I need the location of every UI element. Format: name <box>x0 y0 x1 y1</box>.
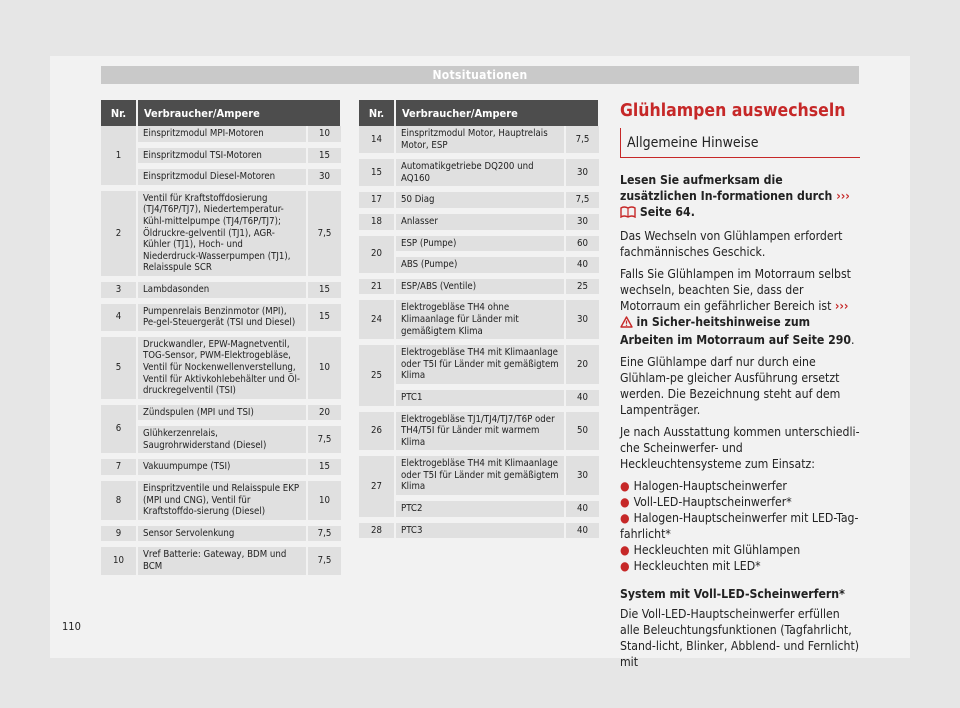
fuse-number: 6 <box>101 402 137 457</box>
ref-arrow: ››› <box>834 299 849 313</box>
bullet-icon: ● <box>620 495 630 509</box>
consumer-description: Elektrogebläse TH4 mit Klimaanlage oder T5I für Länder mit gemäßigtem Klima <box>395 342 565 387</box>
ampere-value: 40 <box>565 520 599 539</box>
ampere-value: 60 <box>565 233 599 255</box>
ampere-value: 40 <box>565 387 599 409</box>
consumer-description: Sensor Servolenkung <box>137 523 307 545</box>
ampere-value: 7,5 <box>307 423 341 456</box>
paragraph-1: Das Wechseln von Glühlampen erfordert fachmännisches Geschick. <box>620 229 843 259</box>
table-row <box>359 156 599 189</box>
consumer-description: Einspritzmodul Diesel-Motoren <box>137 166 307 188</box>
paragraph-3: Eine Glühlampe darf nur durch eine Glühlam-pe gleicher Ausführung ersetzt werden. Die Bezeichnung steht auf dem Lampenträger. <box>620 355 841 417</box>
ampere-value: 15 <box>307 456 341 478</box>
table-row <box>101 456 341 478</box>
fuse-number: 7 <box>101 456 137 478</box>
article-title: Glühlampen auswechseln <box>620 101 846 121</box>
ampere-value: 20 <box>307 402 341 424</box>
table-row <box>101 423 341 456</box>
intro-page-ref[interactable]: Seite 64 <box>639 205 691 219</box>
ampere-value: 25 <box>565 276 599 298</box>
consumer-description: Vref Batterie: Gateway, BDM und BCM <box>137 544 307 574</box>
ampere-value: 7,5 <box>565 126 599 156</box>
table-row <box>359 211 599 233</box>
ampere-value: 40 <box>565 254 599 276</box>
bullet-list <box>620 478 860 574</box>
column-header-nr: Nr. <box>101 100 137 126</box>
consumer-description: Anlasser <box>395 211 565 233</box>
fuse-number: 9 <box>101 523 137 545</box>
consumer-description: 50 Diag <box>395 189 565 211</box>
table-row <box>101 402 341 424</box>
consumer-description: ABS (Pumpe) <box>395 254 565 276</box>
consumer-description: Lambdasonden <box>137 279 307 301</box>
consumer-description: Vakuumpumpe (TSI) <box>137 456 307 478</box>
fuse-number: 8 <box>101 478 137 523</box>
consumer-description: Elektrogebläse TJ1/TJ4/TJ7/T6P oder TH4/T5I für Länder mit warmem Klima <box>395 409 565 454</box>
paragraph-5: Die Voll-LED-Hauptscheinwerfer erfüllen alle Beleuchtungsfunktionen (Tagfahrlicht, Stand-licht, Blinker, Abblend- und Fernlicht) mit <box>620 607 860 669</box>
fuse-number: 1 <box>101 126 137 188</box>
ampere-value: 10 <box>307 334 341 402</box>
ampere-value: 10 <box>307 478 341 523</box>
system-heading: System mit Voll-LED-Scheinwerfern* <box>620 587 845 601</box>
column-header-consumer: Verbraucher/Ampere <box>395 100 599 126</box>
fuse-number: 4 <box>101 301 137 334</box>
bullet-icon: ● <box>620 559 630 573</box>
list-item: ● Halogen-Hauptscheinwerfer mit LED-Tag-fahrlicht* <box>620 511 859 541</box>
ampere-value: 30 <box>565 156 599 189</box>
book-icon <box>620 206 636 222</box>
intro-paragraph: Lesen Sie aufmerksam die zusätzlichen In-formationen durch ››› Seite 64. <box>620 172 860 222</box>
paragraph-4: Je nach Ausstattung kommen unterschiedli-che Scheinwerfer- und Heckleuchtensysteme zum Einsatz: <box>620 425 860 471</box>
fuse-number: 17 <box>359 189 395 211</box>
table-row <box>101 166 341 188</box>
table-row <box>359 254 599 276</box>
ampere-value: 7,5 <box>307 544 341 574</box>
table-row <box>101 334 341 402</box>
consumer-description: Elektrogebläse TH4 mit Klimaanlage oder T5I für Länder mit gemäßigtem Klima <box>395 453 565 498</box>
ampere-value: 30 <box>565 453 599 498</box>
column-header-consumer: Verbraucher/Ampere <box>137 100 341 126</box>
ampere-value: 15 <box>307 301 341 334</box>
consumer-description: Pumpenrelais Benzinmotor (MPI), Pe-gel-Steuergerät (TSI und Diesel) <box>137 301 307 334</box>
bullet-icon: ● <box>620 511 630 525</box>
warning-icon <box>620 316 633 332</box>
list-item: ● Halogen-Hauptscheinwerfer <box>620 479 787 493</box>
ref-arrow: ››› <box>836 189 850 203</box>
ampere-value: 50 <box>565 409 599 454</box>
table-row <box>101 188 341 279</box>
fuse-number: 10 <box>101 544 137 574</box>
table-row <box>359 387 599 409</box>
ampere-value: 10 <box>307 126 341 145</box>
fuse-number: 20 <box>359 233 395 276</box>
list-item: ● Heckleuchten mit LED* <box>620 559 761 573</box>
table-row <box>101 145 341 167</box>
ampere-value: 7,5 <box>565 189 599 211</box>
column-header-nr: Nr. <box>359 100 395 126</box>
consumer-description: Glühkerzenrelais, Saugrohrwiderstand (Diesel) <box>137 423 307 456</box>
table-row <box>359 520 599 539</box>
table-row <box>101 478 341 523</box>
ampere-value: 30 <box>565 211 599 233</box>
consumer-description: Einspritzmodul Motor, Hauptrelais Motor, ESP <box>395 126 565 156</box>
fuse-number: 24 <box>359 297 395 342</box>
consumer-description: Einspritzventile und Relaisspule EKP (MPI und CNG), Ventil für Kraftstoffdo-sierung (Diesel) <box>137 478 307 523</box>
table-row <box>101 301 341 334</box>
fuse-number: 14 <box>359 126 395 156</box>
list-item: ● Heckleuchten mit Glühlampen <box>620 543 801 557</box>
p2-text: Falls Sie Glühlampen im Motorraum selbst wechseln, beachten Sie, dass der Motorraum ein gefährlicher Bereich ist <box>620 267 851 313</box>
subheading-box <box>620 128 860 158</box>
fuse-number: 28 <box>359 520 395 539</box>
consumer-description: Automatikgetriebe DQ200 und AQ160 <box>395 156 565 189</box>
consumer-description: Einspritzmodul TSI-Motoren <box>137 145 307 167</box>
fuse-number: 3 <box>101 279 137 301</box>
table-row <box>359 342 599 387</box>
table-row <box>359 409 599 454</box>
consumer-description: Elektrogebläse TH4 ohne Klimaanlage für Länder mit gemäßigtem Klima <box>395 297 565 342</box>
ampere-value: 30 <box>307 166 341 188</box>
consumer-description: ESP (Pumpe) <box>395 233 565 255</box>
consumer-description: ESP/ABS (Ventile) <box>395 276 565 298</box>
table-row <box>359 498 599 520</box>
article-subtitle: Allgemeine Hinweise <box>627 135 759 151</box>
ampere-value: 20 <box>565 342 599 387</box>
list-item: ● Voll-LED-Hauptscheinwerfer* <box>620 495 792 509</box>
fuse-number: 18 <box>359 211 395 233</box>
table-row <box>359 126 599 156</box>
consumer-description: Zündspulen (MPI und TSI) <box>137 402 307 424</box>
table-row <box>359 233 599 255</box>
ampere-value: 15 <box>307 145 341 167</box>
consumer-description: PTC3 <box>395 520 565 539</box>
table-row <box>101 523 341 545</box>
paragraph-2: Falls Sie Glühlampen im Motorraum selbst wechseln, beachten Sie, dass der Motorraum ein gefährlicher Bereich ist ››› in Sicher-heitshinweise zum Arbeiten im Motorraum auf Seite 290. <box>620 267 855 347</box>
consumer-description: Druckwandler, EPW-Magnetventil, TOG-Sensor, PWM-Elektrogebläse, Ventil für Nockenwellenverstellung, Ventil für Aktivkohlebehälter und Öl-druckregelventil (TSI) <box>137 334 307 402</box>
ampere-value: 15 <box>307 279 341 301</box>
intro-text: Lesen Sie aufmerksam die zusätzlichen In-formationen durch <box>620 173 833 203</box>
table-row <box>359 276 599 298</box>
bullet-icon: ● <box>620 543 630 557</box>
fuse-number: 2 <box>101 188 137 279</box>
fuse-number: 26 <box>359 409 395 454</box>
fuse-table-left <box>101 100 342 575</box>
fuse-number: 5 <box>101 334 137 402</box>
fuse-number: 21 <box>359 276 395 298</box>
page-number: 110 <box>62 620 81 633</box>
ampere-value: 7,5 <box>307 188 341 279</box>
fuse-table-right <box>359 100 600 538</box>
bullet-icon: ● <box>620 479 630 493</box>
section-header: Notsituationen <box>101 66 859 84</box>
consumer-description: PTC2 <box>395 498 565 520</box>
fuse-number: 25 <box>359 342 395 408</box>
consumer-description: Ventil für Kraftstoffdosierung (TJ4/T6P/TJ7), Niedertemperatur-Kühl-mittelpumpe (TJ4/T6P/TJ7); Öldruckre-gelventil (TJ1), AGR-Kühler (TJ1), Hoch- und Niederdruck-Wasserpumpen (TJ1), Relaisspule SCR <box>137 188 307 279</box>
ampere-value: 7,5 <box>307 523 341 545</box>
fuse-number: 27 <box>359 453 395 519</box>
ampere-value: 30 <box>565 297 599 342</box>
p2-safety-ref[interactable]: in Sicher-heitshinweise zum Arbeiten im Motorraum auf Seite 290 <box>620 315 851 347</box>
table-row <box>101 544 341 574</box>
consumer-description: PTC1 <box>395 387 565 409</box>
ampere-value: 40 <box>565 498 599 520</box>
fuse-number: 15 <box>359 156 395 189</box>
table-row <box>359 453 599 498</box>
article <box>620 100 860 670</box>
table-row <box>101 279 341 301</box>
table-row <box>101 126 341 145</box>
table-row <box>359 189 599 211</box>
table-row <box>359 297 599 342</box>
consumer-description: Einspritzmodul MPI-Motoren <box>137 126 307 145</box>
